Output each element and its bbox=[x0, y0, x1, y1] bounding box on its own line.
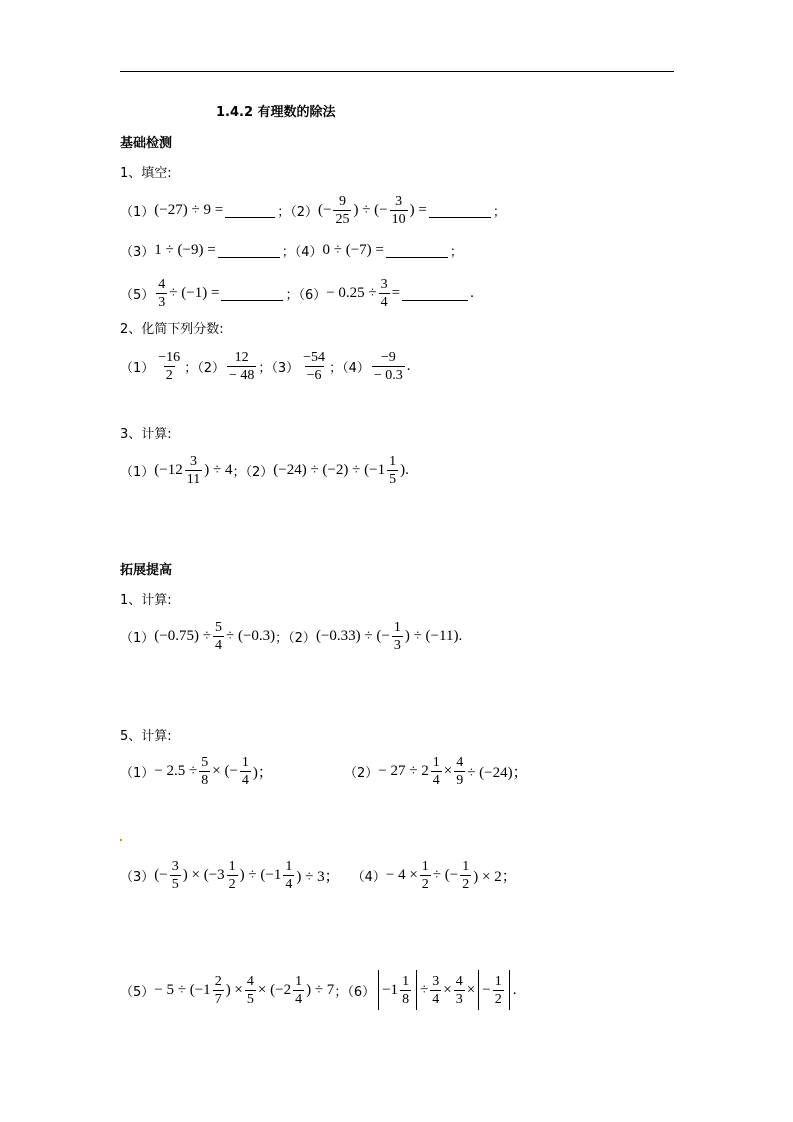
fraction: $\frac{1}{3}$ bbox=[393, 619, 401, 653]
expression: ). bbox=[400, 461, 409, 478]
item-number: （2） bbox=[344, 765, 379, 781]
fraction: $\frac{1}{2}$ bbox=[462, 858, 470, 892]
expression: = bbox=[391, 284, 401, 301]
expression: × bbox=[466, 981, 476, 998]
item-number: ；（2） bbox=[232, 464, 274, 480]
fraction: $\frac{1}{4}$ bbox=[295, 973, 303, 1007]
fraction: $\frac{3}{5}$ bbox=[171, 858, 179, 892]
expression: − bbox=[482, 981, 491, 998]
fraction: $\frac{5}{8}$ bbox=[201, 754, 209, 788]
fraction: $\frac{2}{7}$ bbox=[214, 973, 222, 1007]
answer-blank[interactable] bbox=[402, 286, 468, 301]
fraction: $\frac{3}{4}$ bbox=[380, 276, 388, 310]
stray-mark bbox=[120, 839, 122, 841]
simplify-row bbox=[120, 344, 411, 388]
item-number: （5） bbox=[120, 287, 155, 303]
header-rule bbox=[120, 71, 674, 72]
expression: ) ÷ 4 bbox=[204, 461, 233, 478]
fraction: $\frac{1}{2}$ bbox=[421, 858, 429, 892]
fraction: $\frac{3}{11}$ bbox=[186, 453, 201, 487]
fraction: $\frac{4}{3}$ bbox=[455, 973, 463, 1007]
period: . bbox=[406, 357, 411, 374]
expression: ) ÷ (−1 bbox=[239, 866, 282, 883]
fraction: $\frac{4}{5}$ bbox=[246, 973, 254, 1007]
item-number: （1） bbox=[120, 464, 155, 480]
separator: ； bbox=[492, 204, 506, 220]
compute-row bbox=[120, 448, 409, 492]
expression: − 4 × bbox=[385, 866, 418, 883]
expression: (− bbox=[154, 866, 168, 883]
expression: 1 ÷ (−9) = bbox=[154, 241, 216, 258]
item-number: ；（2） bbox=[275, 630, 316, 646]
item-number: （1） bbox=[120, 360, 155, 376]
section-heading-extended: 拓展提高 bbox=[120, 563, 173, 578]
item-number: ；（2） bbox=[277, 204, 318, 220]
section-heading-basic: 基础检测 bbox=[120, 136, 173, 151]
fraction: $\frac{3}{4}$ bbox=[432, 973, 440, 1007]
expression: ÷ (−0.3) bbox=[225, 627, 276, 644]
answer-blank[interactable] bbox=[429, 203, 491, 218]
expression: × bbox=[443, 762, 453, 779]
compute-row bbox=[344, 749, 528, 793]
fraction: $\frac{1}{5}$ bbox=[389, 453, 397, 487]
separator: ； bbox=[449, 244, 463, 260]
item-number: ；（6） bbox=[334, 984, 376, 1000]
question-label: 2、化简下列分数: bbox=[120, 322, 224, 337]
fill-blank-row bbox=[120, 271, 474, 315]
expression: (−0.33) ÷ (− bbox=[315, 627, 390, 644]
expression: ) × 2； bbox=[473, 868, 517, 885]
expression: × (− bbox=[212, 762, 238, 779]
absolute-value bbox=[378, 970, 417, 1010]
fraction: $\frac{1}{8}$ bbox=[402, 973, 410, 1007]
answer-blank[interactable] bbox=[218, 243, 280, 258]
fraction: $\frac{-9}{- 0.3}$ bbox=[373, 349, 403, 383]
item-number: （3） bbox=[120, 244, 155, 260]
expression: ÷ (−1) = bbox=[169, 284, 220, 301]
item-number: ；（4） bbox=[329, 360, 370, 376]
item-number: ；（6） bbox=[285, 287, 327, 303]
fraction: $\frac{-54}{-6}$ bbox=[303, 349, 326, 383]
fraction: $\frac{5}{4}$ bbox=[214, 619, 222, 653]
expression: )； bbox=[252, 764, 273, 781]
period: . bbox=[470, 284, 474, 301]
question-label: 3、计算: bbox=[120, 427, 172, 442]
expression: − 27 ÷ 2 bbox=[378, 762, 429, 779]
item-number: （1） bbox=[120, 630, 155, 646]
question-label: 1、计算: bbox=[120, 593, 172, 608]
fill-blank-row bbox=[120, 228, 463, 272]
fraction: $\frac{9}{25}$ bbox=[335, 193, 350, 227]
expression: ) ÷ 3； bbox=[296, 868, 340, 885]
expression: − 2.5 ÷ bbox=[154, 762, 198, 779]
expression: ) = bbox=[409, 201, 427, 218]
page-title: 1.4.2 有理数的除法 bbox=[216, 105, 336, 120]
compute-row bbox=[120, 749, 273, 793]
item-number: （1） bbox=[120, 765, 155, 781]
expression: − 0.25 ÷ bbox=[326, 284, 377, 301]
expression: × bbox=[443, 981, 452, 998]
expression: (−12 bbox=[154, 461, 183, 478]
period: . bbox=[512, 981, 517, 998]
item-number: （4） bbox=[351, 869, 386, 885]
answer-blank[interactable] bbox=[386, 243, 448, 258]
fraction: $\frac{1}{2}$ bbox=[228, 858, 236, 892]
expression: −1 bbox=[382, 981, 399, 998]
fraction: $\frac{1}{4}$ bbox=[432, 754, 440, 788]
expression: × (−2 bbox=[257, 981, 292, 998]
item-number: （3） bbox=[120, 869, 155, 885]
fraction: $\frac{-16}{2}$ bbox=[158, 349, 181, 383]
fraction: $\frac{12}{- 48}$ bbox=[228, 349, 255, 383]
item-number: （1） bbox=[120, 204, 155, 220]
fraction: $\frac{4}{3}$ bbox=[158, 276, 166, 310]
expression: (−27) ÷ 9 = bbox=[154, 201, 224, 218]
compute-row bbox=[120, 853, 517, 897]
answer-blank[interactable] bbox=[225, 203, 275, 218]
fraction: $\frac{3}{10}$ bbox=[391, 193, 406, 227]
compute-row bbox=[120, 614, 462, 658]
expression: (−24) ÷ (−2) ÷ (−1 bbox=[273, 461, 386, 478]
expression: ) ÷ (− bbox=[353, 201, 388, 218]
item-number: （5） bbox=[120, 984, 155, 1000]
fraction: $\frac{1}{4}$ bbox=[241, 754, 249, 788]
expression: ) ÷ 7 bbox=[306, 981, 335, 998]
expression: 0 ÷ (−7) = bbox=[322, 241, 384, 258]
answer-blank[interactable] bbox=[221, 286, 283, 301]
expression: − 5 ÷ (−1 bbox=[154, 981, 211, 998]
expression: (− bbox=[317, 201, 332, 218]
fraction: $\frac{1}{4}$ bbox=[285, 858, 293, 892]
fill-blank-row bbox=[120, 188, 506, 232]
expression: ÷ bbox=[420, 981, 429, 998]
expression: ) × (−3 bbox=[182, 866, 225, 883]
expression: ) ÷ (−11). bbox=[404, 627, 463, 644]
fraction: $\frac{4}{9}$ bbox=[456, 754, 464, 788]
expression: ÷ (−24)； bbox=[467, 764, 528, 781]
question-label: 1、填空: bbox=[120, 166, 172, 181]
item-number: ；（4） bbox=[281, 244, 323, 260]
absolute-value bbox=[478, 970, 509, 1010]
item-number: ；（3） bbox=[258, 360, 300, 376]
item-number: ；（2） bbox=[184, 360, 225, 376]
fraction: $\frac{1}{2}$ bbox=[494, 973, 502, 1007]
compute-row bbox=[120, 968, 516, 1012]
expression: ÷ (− bbox=[432, 866, 459, 883]
expression: (−0.75) ÷ bbox=[154, 627, 211, 644]
question-label: 5、计算: bbox=[120, 729, 172, 744]
expression: ) × bbox=[225, 981, 243, 998]
